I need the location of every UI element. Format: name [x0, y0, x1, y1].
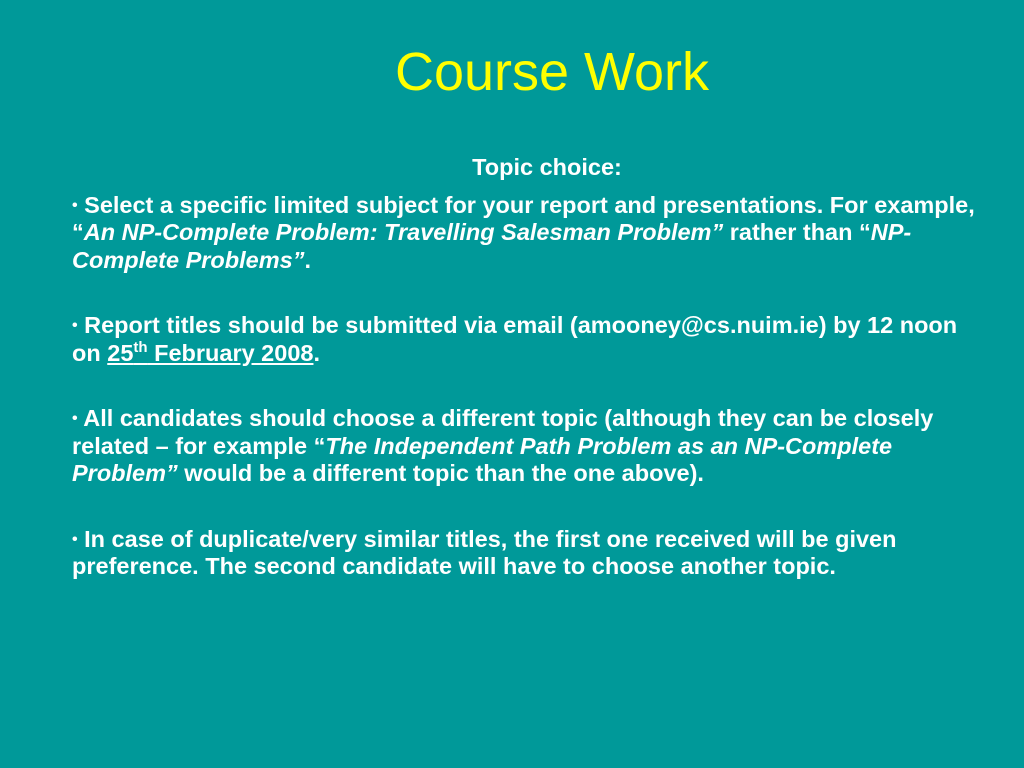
- bullet-item-submission: [72, 312, 992, 367]
- bullet-text: In case of duplicate/very similar titles, the first one received will be given preference. The second candidate will have to choose another topic.: [72, 525, 897, 579]
- bullet-italic-example: NP-Complete Problems”: [72, 219, 912, 273]
- deadline-month-year: February 2008: [147, 339, 314, 366]
- bullet-icon: •: [72, 196, 78, 214]
- deadline-day-suffix: th: [133, 338, 148, 356]
- bullet-text: Report titles should be submitted via email (amooney@cs.nuim.ie) by 12 noon on: [72, 312, 958, 366]
- bullet-text: would be a different topic than the one above).: [177, 460, 704, 486]
- slide-body: [72, 154, 992, 619]
- bullet-icon: •: [72, 410, 78, 427]
- bullet-text: Select a specific limited subject for your report and presentations. For example, “: [72, 191, 975, 245]
- bullet-item-duplicates: [72, 526, 992, 581]
- bullet-icon: •: [72, 530, 78, 548]
- bullet-item-topic-scope: [72, 192, 992, 275]
- slide-title: Course Work: [394, 42, 710, 102]
- bullet-italic-example: An NP-Complete Problem: Travelling Salesman Problem”: [83, 219, 724, 245]
- bullet-icon: •: [72, 317, 78, 334]
- bullet-item-different-topic: [72, 405, 992, 488]
- bullet-text: .: [304, 246, 311, 273]
- bullet-text: All candidates should choose a different topic (although they can be closely related – for example “: [72, 405, 934, 459]
- deadline-date-link[interactable]: [107, 340, 313, 366]
- bullet-italic-example: The Independent Path Problem as an NP-Complete Problem”: [72, 432, 893, 486]
- deadline-day: 25: [107, 339, 134, 366]
- bullet-text: rather than “: [723, 219, 871, 245]
- topic-heading: Topic choice:: [472, 154, 622, 180]
- bullet-text: .: [313, 339, 320, 366]
